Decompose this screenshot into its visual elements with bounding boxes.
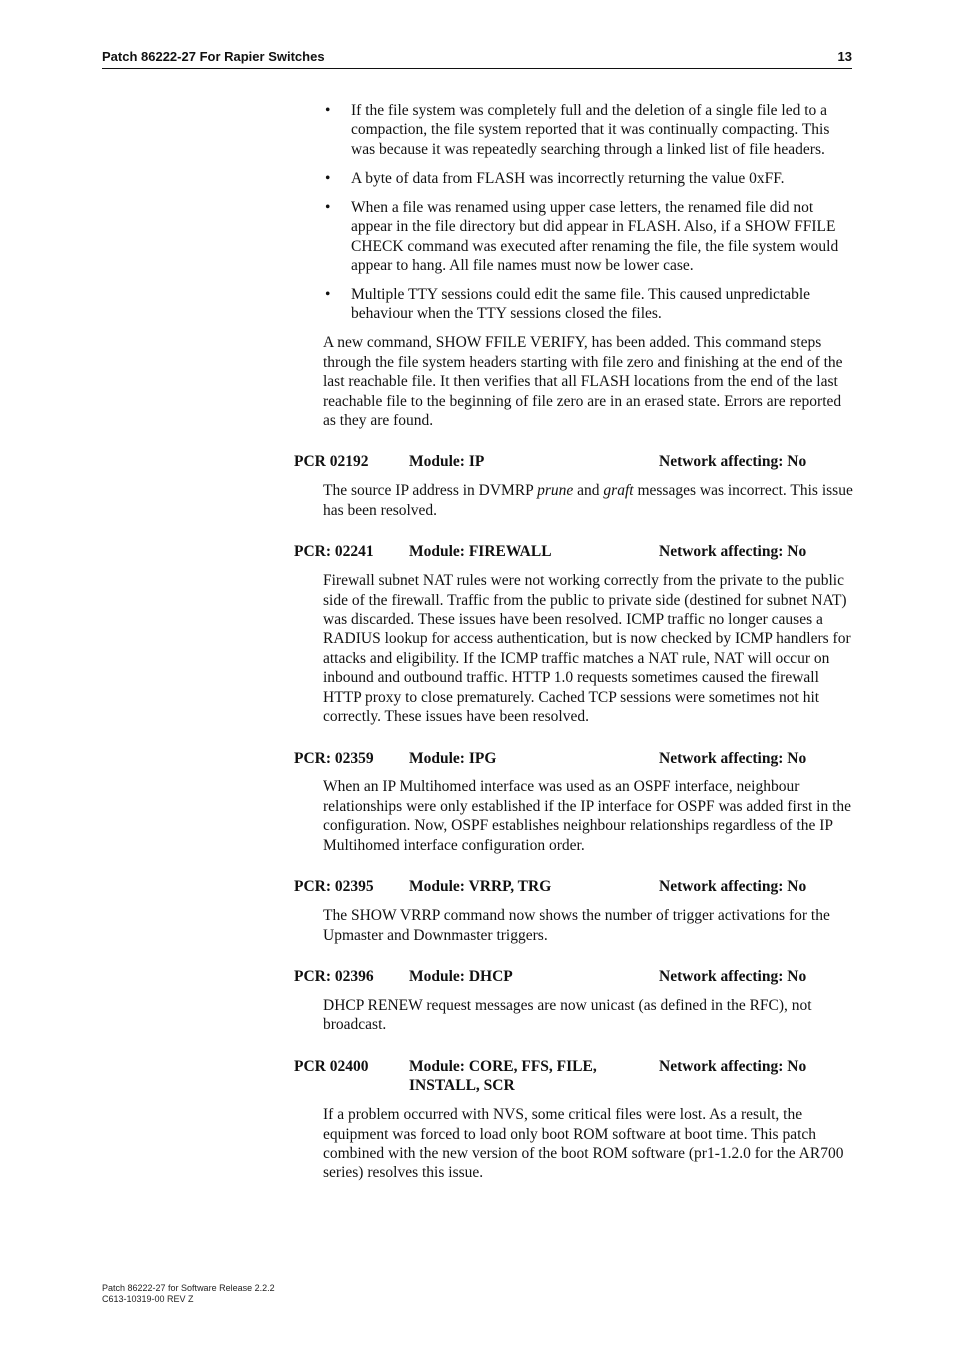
pcr-heading <box>294 452 854 471</box>
pcr-heading <box>294 877 854 896</box>
pcr-description: If a problem occurred with NVS, some critical files were lost. As a result, the equipment was forced to load only boot ROM software at boot time. This patch combined with the new version of the boot ROM software (pr1-1.2.0 for the AR700 series) resolves this issue. <box>323 1106 844 1182</box>
main-content <box>294 101 854 1183</box>
bullet-icon: • <box>325 198 331 216</box>
page-number: 13 <box>837 49 852 64</box>
pcr-heading <box>294 1057 854 1096</box>
pcr-module: Module: IP <box>409 453 485 471</box>
bullet-item: • A byte of data from FLASH was incorrectly returning the value 0xFF. <box>325 169 785 187</box>
pcr-id: PCR: 02241 <box>294 543 374 561</box>
pcr-heading <box>294 749 854 768</box>
bullet-icon: • <box>325 102 331 119</box>
page-header <box>102 48 852 69</box>
pcr-id: PCR: 02396 <box>294 967 374 985</box>
pcr-id: PCR: 02359 <box>294 749 374 767</box>
pcr-heading <box>294 542 854 561</box>
pcr-description: When an IP Multihomed interface was used as an OSPF interface, neighbour relationships were only established if the IP interface for OSPF was added first in the configuration. Now, OSPF establishes neighbour relationships regardless of the IP Multihomed interface configuration order. <box>323 778 852 854</box>
bullet-item: • If the file system was completely full and the deletion of a single file led to a compaction, the file system reported that it was continually compacting. This was because it was repeatedly searching through a linked list of file headers. <box>325 102 830 158</box>
pcr-description: The source IP address in DVMRP prune and graft messages was incorrect. This issue has been resolved. <box>323 482 853 519</box>
pcr-module: Module: DHCP <box>409 967 513 985</box>
bullet-icon: • <box>325 169 331 187</box>
header-title: Patch 86222-27 For Rapier Switches <box>102 49 325 64</box>
pcr-id: PCR 02192 <box>294 453 369 471</box>
intro-bullet-list <box>294 101 854 324</box>
pcr-network-affecting: Network affecting: No <box>659 453 807 471</box>
pcr-network-affecting: Network affecting: No <box>659 878 807 896</box>
pcr-heading <box>294 967 854 986</box>
pcr-network-affecting: Network affecting: No <box>659 749 807 767</box>
pcr-network-affecting: Network affecting: No <box>659 1057 807 1075</box>
bullet-item: • When a file was renamed using upper case letters, the renamed file did not appear in the file directory but did appear in FLASH. Also, if a SHOW FFILE CHECK command was executed after renaming the file, the file system would appear to hang. All file names must now be lower case. <box>325 198 839 275</box>
bullet-item: • Multiple TTY sessions could edit the same file. This caused unpredictable behaviour when the TTY sessions closed the files. <box>325 286 811 323</box>
pcr-id: PCR 02400 <box>294 1057 369 1075</box>
pcr-module: Module: VRRP, TRG <box>409 878 552 896</box>
pcr-description: Firewall subnet NAT rules were not working correctly from the private to the public side of the firewall. Traffic from the public to private side (destined for subnet NAT) was discarded. These issues have been resolved. ICMP traffic no longer causes a RADIUS lookup for access authentication, but is now checked by ICMP handlers for attacks and eligibility. If the ICMP traffic matches a NAT rule, NAT will occur on inbound and outbound traffic. HTTP 1.0 requests sometimes caused the firewall HTTP proxy to close prematurely. Cached TCP sessions were sometimes not hit correctly. These issues have been resolved. <box>323 572 851 726</box>
page-footer <box>102 1283 275 1304</box>
pcr-network-affecting: Network affecting: No <box>659 543 807 561</box>
pcr-id: PCR: 02395 <box>294 878 374 896</box>
pcr-module: Module: CORE, FFS, FILE, INSTALL, SCR <box>409 1057 597 1095</box>
pcr-module: Module: IPG <box>409 749 497 767</box>
footer-doc-code: C613-10319-00 REV Z <box>102 1293 194 1304</box>
pcr-network-affecting: Network affecting: No <box>659 967 807 985</box>
pcr-description: DHCP RENEW request messages are now unicast (as defined in the RFC), not broadcast. <box>323 996 812 1034</box>
pcr-description: The SHOW VRRP command now shows the number of trigger activations for the Upmaster and Downmaster triggers. <box>323 907 830 944</box>
pcr-module: Module: FIREWALL <box>409 543 552 561</box>
footer-release: Patch 86222-27 for Software Release 2.2.2 <box>102 1283 275 1293</box>
bullet-icon: • <box>325 286 331 304</box>
intro-paragraph: A new command, SHOW FFILE VERIFY, has been added. This command steps through the file system headers starting with file zero and finishing at the end of the last reachable file. It then verifies that all FLASH locations from the end of the last reachable file to the beginning of file zero are in an erased state. Errors are reported as they are found. <box>323 334 843 430</box>
